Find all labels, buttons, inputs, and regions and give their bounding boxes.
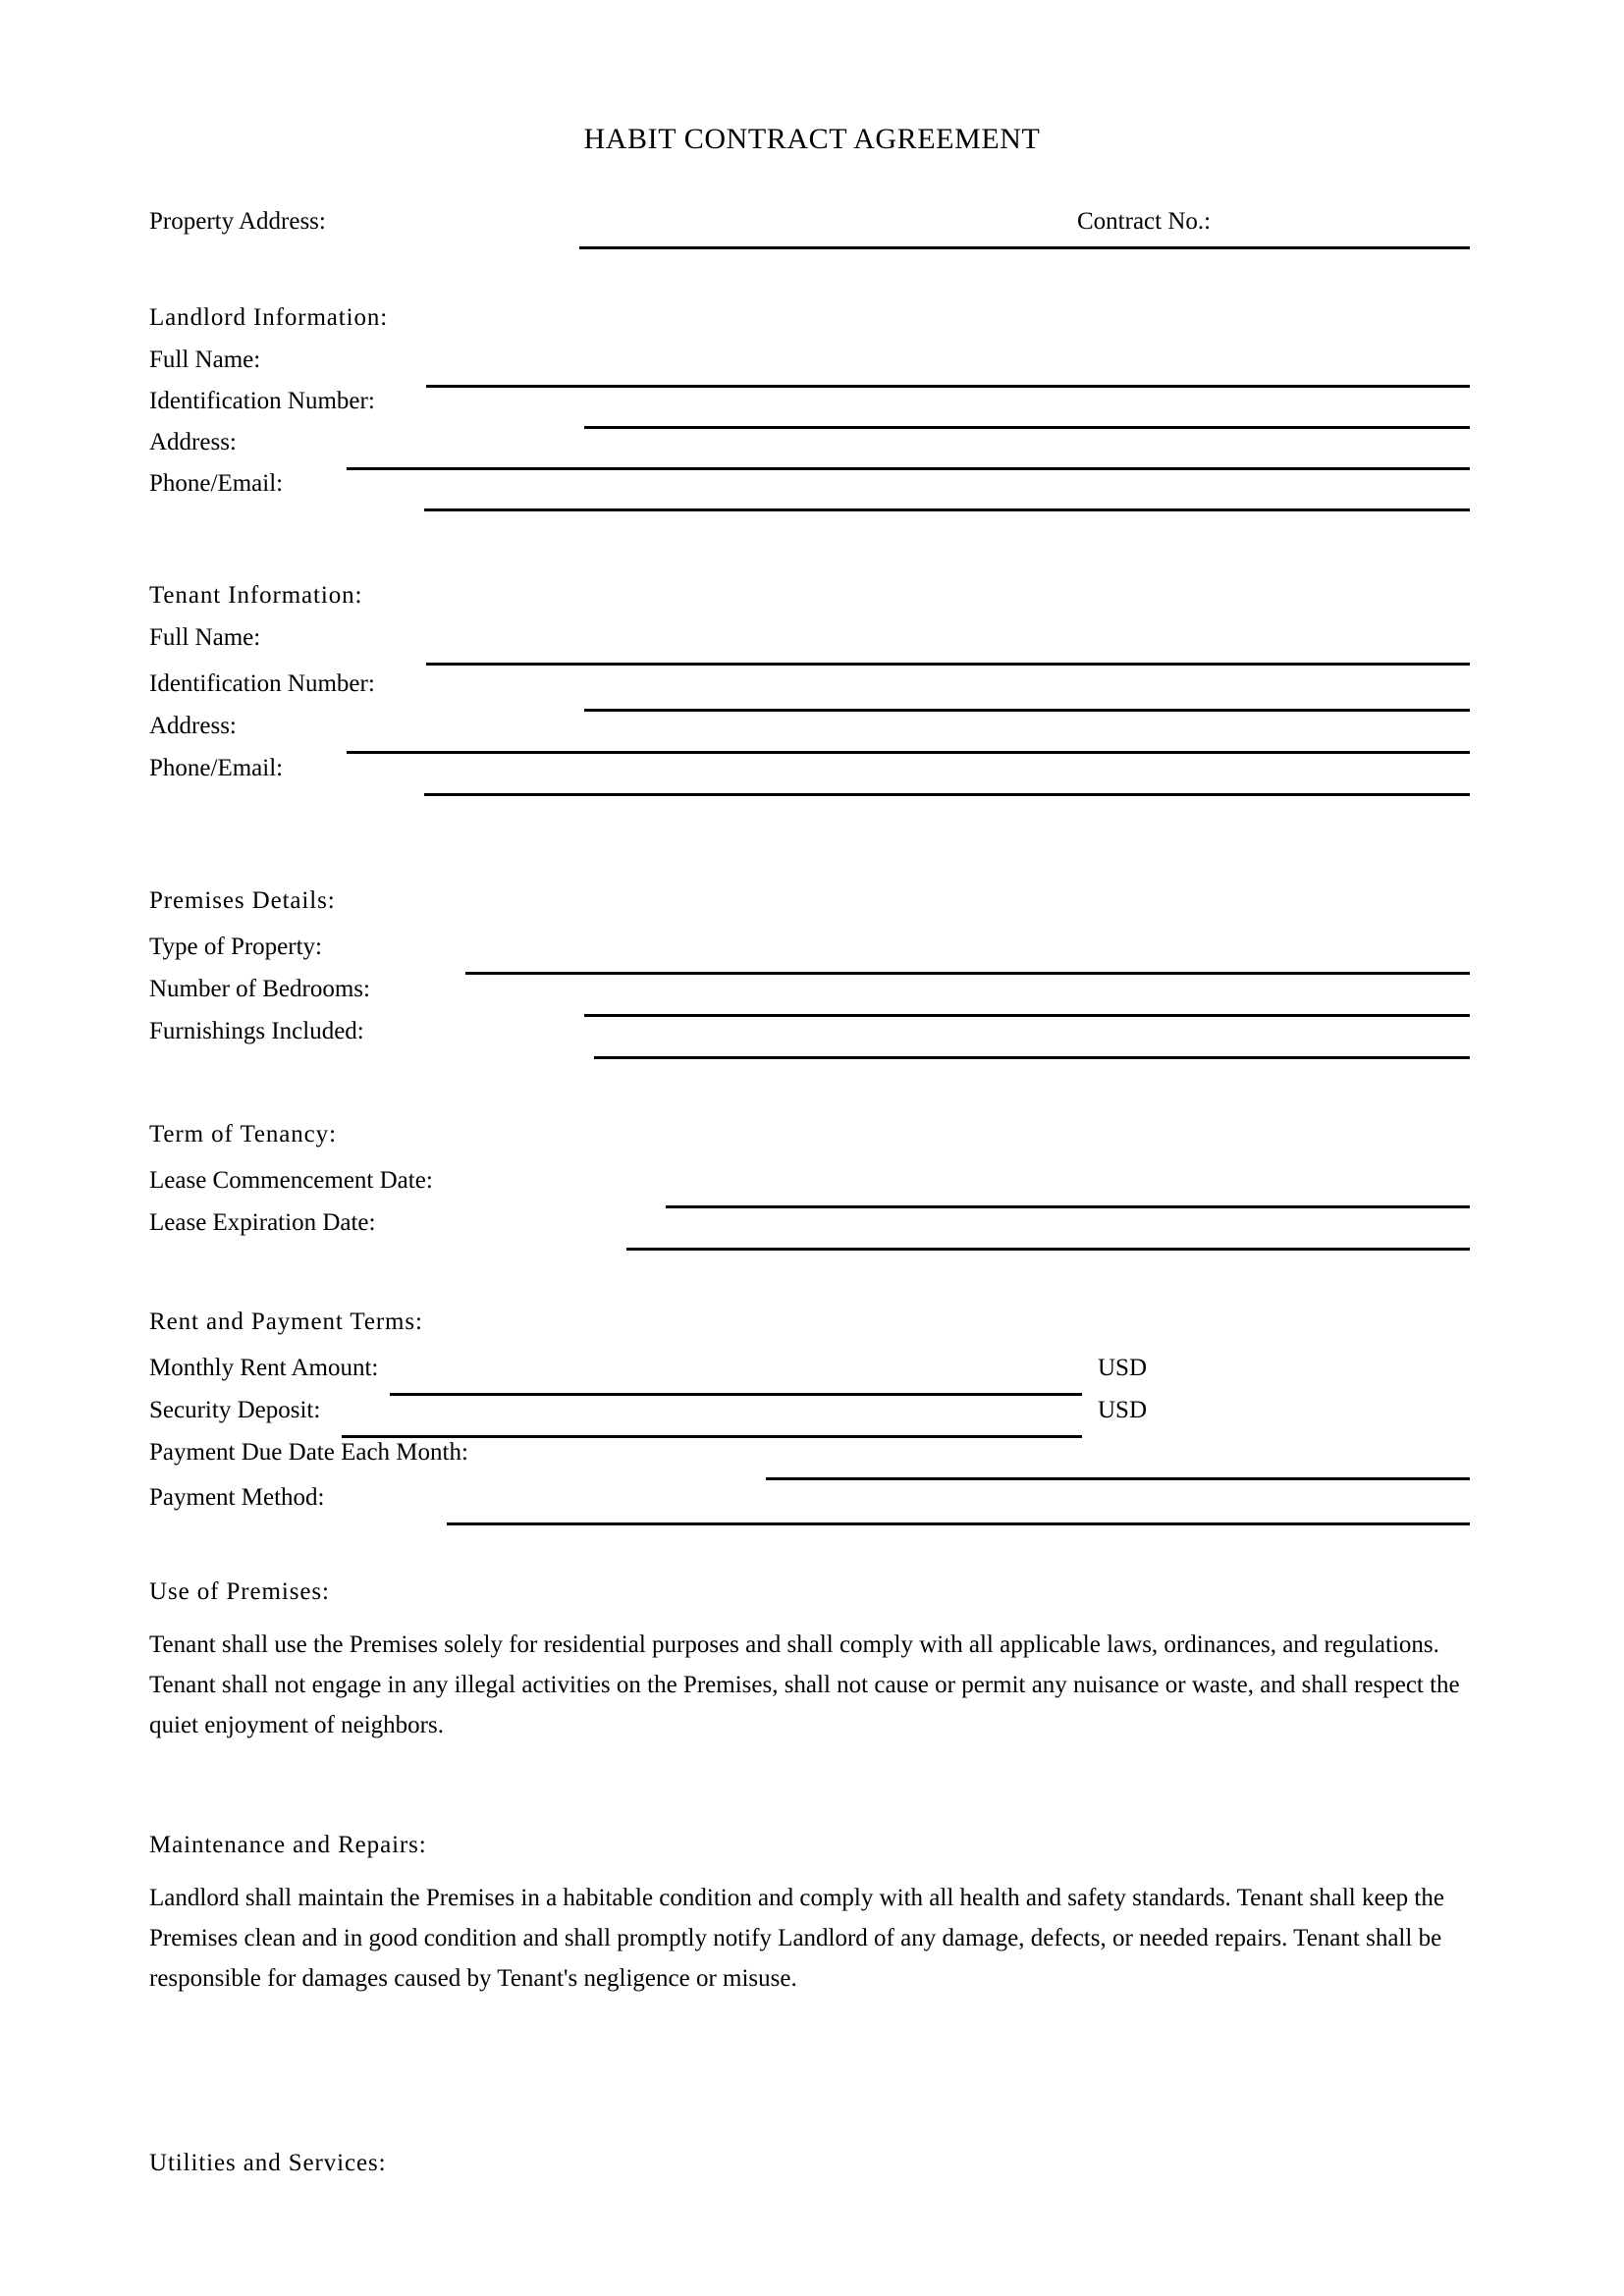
landlord-section-heading: Landlord Information:	[149, 304, 389, 331]
furnishings-included-input-rule[interactable]	[594, 1056, 1470, 1059]
field-landlord-address	[149, 429, 1470, 470]
lease-expiration-date-input-rule[interactable]	[626, 1248, 1470, 1251]
tenant-address-input-rule[interactable]	[347, 751, 1470, 754]
payment-method-input-rule[interactable]	[447, 1522, 1470, 1525]
field-landlord-phone-email	[149, 470, 1470, 511]
landlord-phone-email-label: Phone/Email:	[149, 470, 284, 497]
field-tenant-phone-email	[149, 755, 1470, 796]
maintenance-heading: Maintenance and Repairs:	[149, 1832, 427, 1858]
property-address-contract-no-input-rule[interactable]	[579, 246, 1470, 249]
field-landlord-identification-number	[149, 388, 1470, 429]
field-payment-due-date	[149, 1439, 1470, 1480]
number-of-bedrooms-label: Number of Bedrooms:	[149, 976, 370, 1002]
security-deposit-currency: USD	[1098, 1397, 1148, 1423]
landlord-identification-number-label: Identification Number:	[149, 388, 375, 414]
landlord-address-label: Address:	[149, 429, 237, 455]
payment-due-date-label: Payment Due Date Each Month:	[149, 1439, 468, 1466]
use-of-premises-body: Tenant shall use the Premises solely for residential purposes and shall comply with all applicable laws, ordinances, and regulations. Tenant shall not engage in any illegal activities on the Premises, shall not cause or permit any nuisance or waste, and shall respect the quiet enjoyment of neighbors.	[149, 1631, 1460, 1738]
field-tenant-address	[149, 713, 1470, 754]
tenant-identification-number-input-rule[interactable]	[584, 709, 1470, 712]
tenant-identification-number-label: Identification Number:	[149, 670, 375, 697]
type-of-property-input-rule[interactable]	[465, 972, 1470, 975]
field-lease-commencement-date	[149, 1167, 1470, 1208]
tenant-address-label: Address:	[149, 713, 237, 739]
field-number-of-bedrooms	[149, 976, 1470, 1017]
tenant-phone-email-input-rule[interactable]	[424, 793, 1470, 796]
field-furnishings-included	[149, 1018, 1470, 1059]
field-lease-expiration-date	[149, 1209, 1470, 1251]
term-section-heading: Term of Tenancy:	[149, 1121, 337, 1148]
premises-section-heading: Premises Details:	[149, 887, 336, 914]
lease-commencement-date-label: Lease Commencement Date:	[149, 1167, 433, 1194]
tenant-section-heading: Tenant Information:	[149, 582, 363, 609]
field-tenant-full-name	[149, 624, 1470, 666]
utilities-heading: Utilities and Services:	[149, 2150, 387, 2176]
tenant-full-name-label: Full Name:	[149, 624, 261, 651]
monthly-rent-amount-label: Monthly Rent Amount:	[149, 1355, 379, 1381]
monthly-rent-amount-currency: USD	[1098, 1355, 1148, 1381]
contract-no-label: Contract No.:	[1077, 208, 1212, 235]
number-of-bedrooms-input-rule[interactable]	[584, 1014, 1470, 1017]
security-deposit-label: Security Deposit:	[149, 1397, 321, 1423]
landlord-phone-email-input-rule[interactable]	[424, 508, 1470, 511]
field-monthly-rent-amount	[149, 1355, 1470, 1396]
use-of-premises-heading: Use of Premises:	[149, 1578, 330, 1605]
field-tenant-identification-number	[149, 670, 1470, 712]
field-payment-method	[149, 1484, 1470, 1525]
maintenance-body: Landlord shall maintain the Premises in a habitable condition and comply with all health and safety standards. Tenant shall keep the Premises clean and in good condition and shall promptly notify Landlord of any damage, defects, or needed repairs. Tenant shall be responsible for damages caused by Tenant's negligence or misuse.	[149, 1885, 1444, 1992]
lease-expiration-date-label: Lease Expiration Date:	[149, 1209, 376, 1236]
field-security-deposit	[149, 1397, 1470, 1438]
tenant-phone-email-label: Phone/Email:	[149, 755, 284, 781]
type-of-property-label: Type of Property:	[149, 934, 322, 960]
property-address-label: Property Address:	[149, 208, 326, 235]
payment-due-date-input-rule[interactable]	[766, 1477, 1470, 1480]
field-property-address	[149, 208, 1470, 249]
field-type-of-property	[149, 934, 1470, 975]
field-landlord-full-name	[149, 347, 1470, 388]
furnishings-included-label: Furnishings Included:	[149, 1018, 364, 1044]
rent-section-heading: Rent and Payment Terms:	[149, 1308, 423, 1335]
tenant-full-name-input-rule[interactable]	[426, 663, 1470, 666]
security-deposit-input-rule[interactable]	[342, 1435, 1082, 1438]
landlord-full-name-label: Full Name:	[149, 347, 261, 373]
monthly-rent-amount-input-rule[interactable]	[390, 1393, 1082, 1396]
payment-method-label: Payment Method:	[149, 1484, 325, 1511]
lease-commencement-date-input-rule[interactable]	[666, 1205, 1470, 1208]
page-title: HABIT CONTRACT AGREEMENT	[583, 123, 1041, 155]
